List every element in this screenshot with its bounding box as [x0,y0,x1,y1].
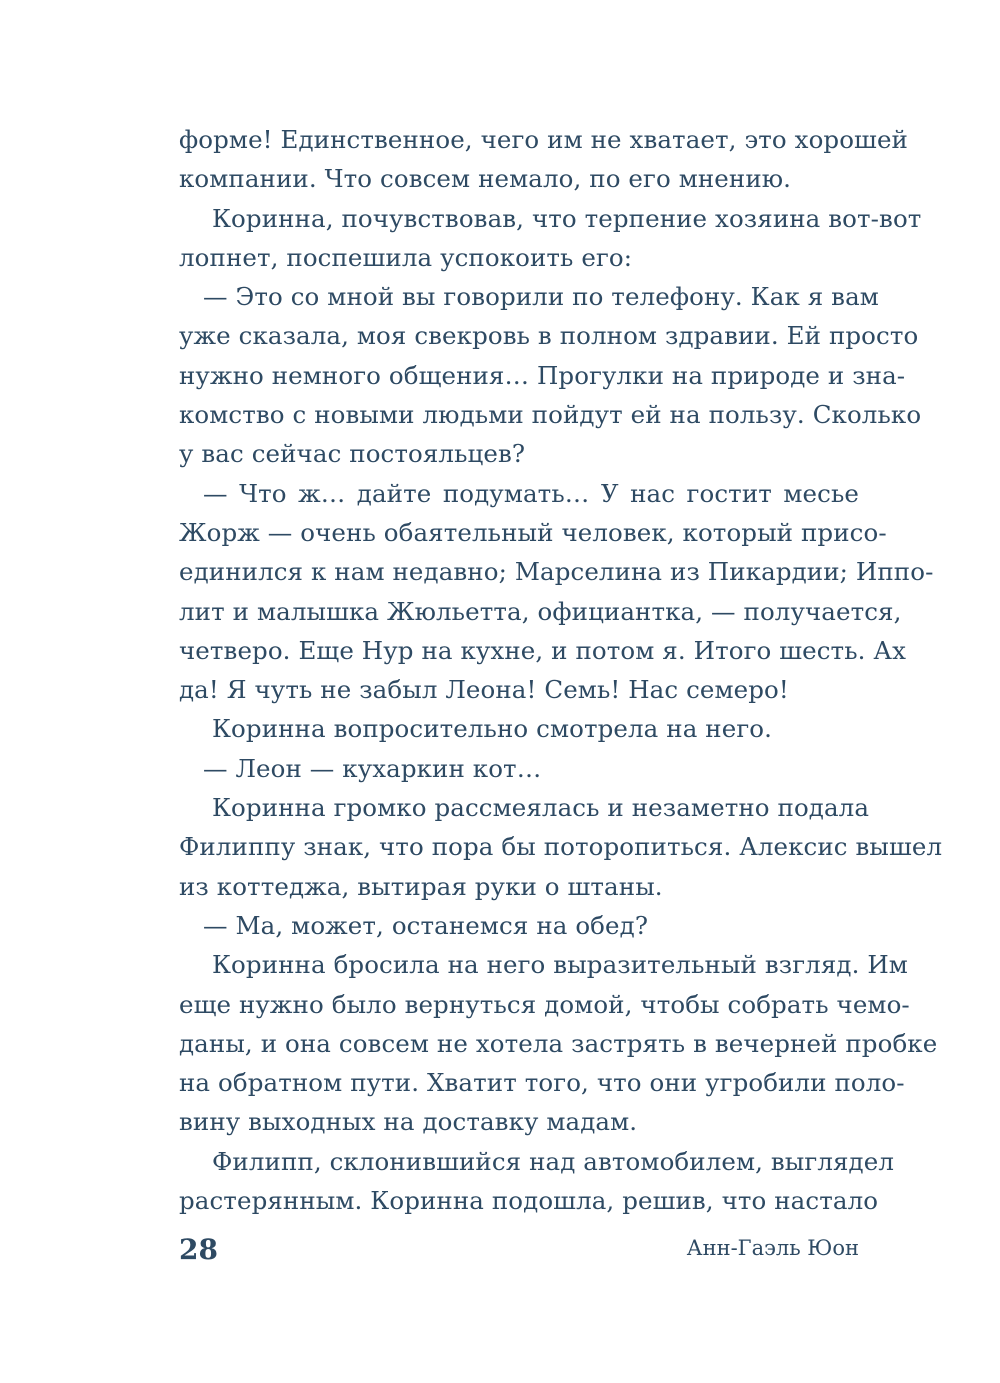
text-line: Коринна громко рассмеялась и незаметно подала [212,793,870,823]
text-line: компании. Что совсем немало, по его мнению. [179,164,792,194]
text-line: — Это со мной вы говорили по телефону. Как я вам [203,282,879,312]
text-line: нужно немного общения… Прогулки на природе и зна- [179,360,906,390]
text-line: — Что ж… дайте подумать… У нас гостит месье [203,478,859,508]
text-line: Коринна, почувствовав, что терпение хозяина вот-вот [212,203,922,233]
text-line: Коринна бросила на него выразительный взгляд. Им [212,950,908,980]
text-line: вину выходных на доставку мадам. [179,1107,638,1137]
page-footer [179,1233,859,1273]
text-line: лит и малышка Жюльетта, официантка, — получается, [179,596,902,626]
page-number: 28 [179,1233,218,1266]
text-line: — Ма, может, останемся на обед? [203,910,649,940]
text-line: форме! Единственное, чего им не хватает, это хорошей [179,125,908,154]
body-text [179,120,943,1220]
text-line: — Леон — кухаркин кот… [203,753,542,783]
text-line: лопнет, поспешила успокоить его: [179,242,633,272]
text-line: у вас сейчас постояльцев? [179,439,526,469]
text-line: Филипп, склонившийся над автомобилем, выглядел [212,1146,894,1176]
text-line: Коринна вопросительно смотрела на него. [212,714,773,744]
text-line: даны, и она совсем не хотела застрять в вечерней пробке [179,1028,938,1058]
text-line: уже сказала, моя свекровь в полном здравии. Ей просто [179,321,919,351]
text-line: единился к нам недавно; Марселина из Пикардии; Иппо- [179,557,934,587]
text-line: да! Я чуть не забыл Леона! Семь! Нас семеро! [179,675,789,705]
text-line: на обратном пути. Хватит того, что они угробили поло- [179,1068,905,1098]
text-line: комство с новыми людьми пойдут ей на пользу. Сколько [179,400,922,430]
running-author: Анн-Гаэль Юон [686,1236,859,1260]
text-line: из коттеджа, вытирая руки о штаны. [179,871,663,901]
text-line: еще нужно было вернуться домой, чтобы собрать чемо- [179,989,910,1019]
text-line: четверо. Еще Нур на кухне, и потом я. Итого шесть. Ах [179,635,906,665]
text-line: Жорж — очень обаятельный человек, который присо- [179,517,887,547]
text-line: Филиппу знак, что пора бы поторопиться. Алексис вышел [179,832,943,862]
text-line: растерянным. Коринна подошла, решив, что настало [179,1186,879,1216]
